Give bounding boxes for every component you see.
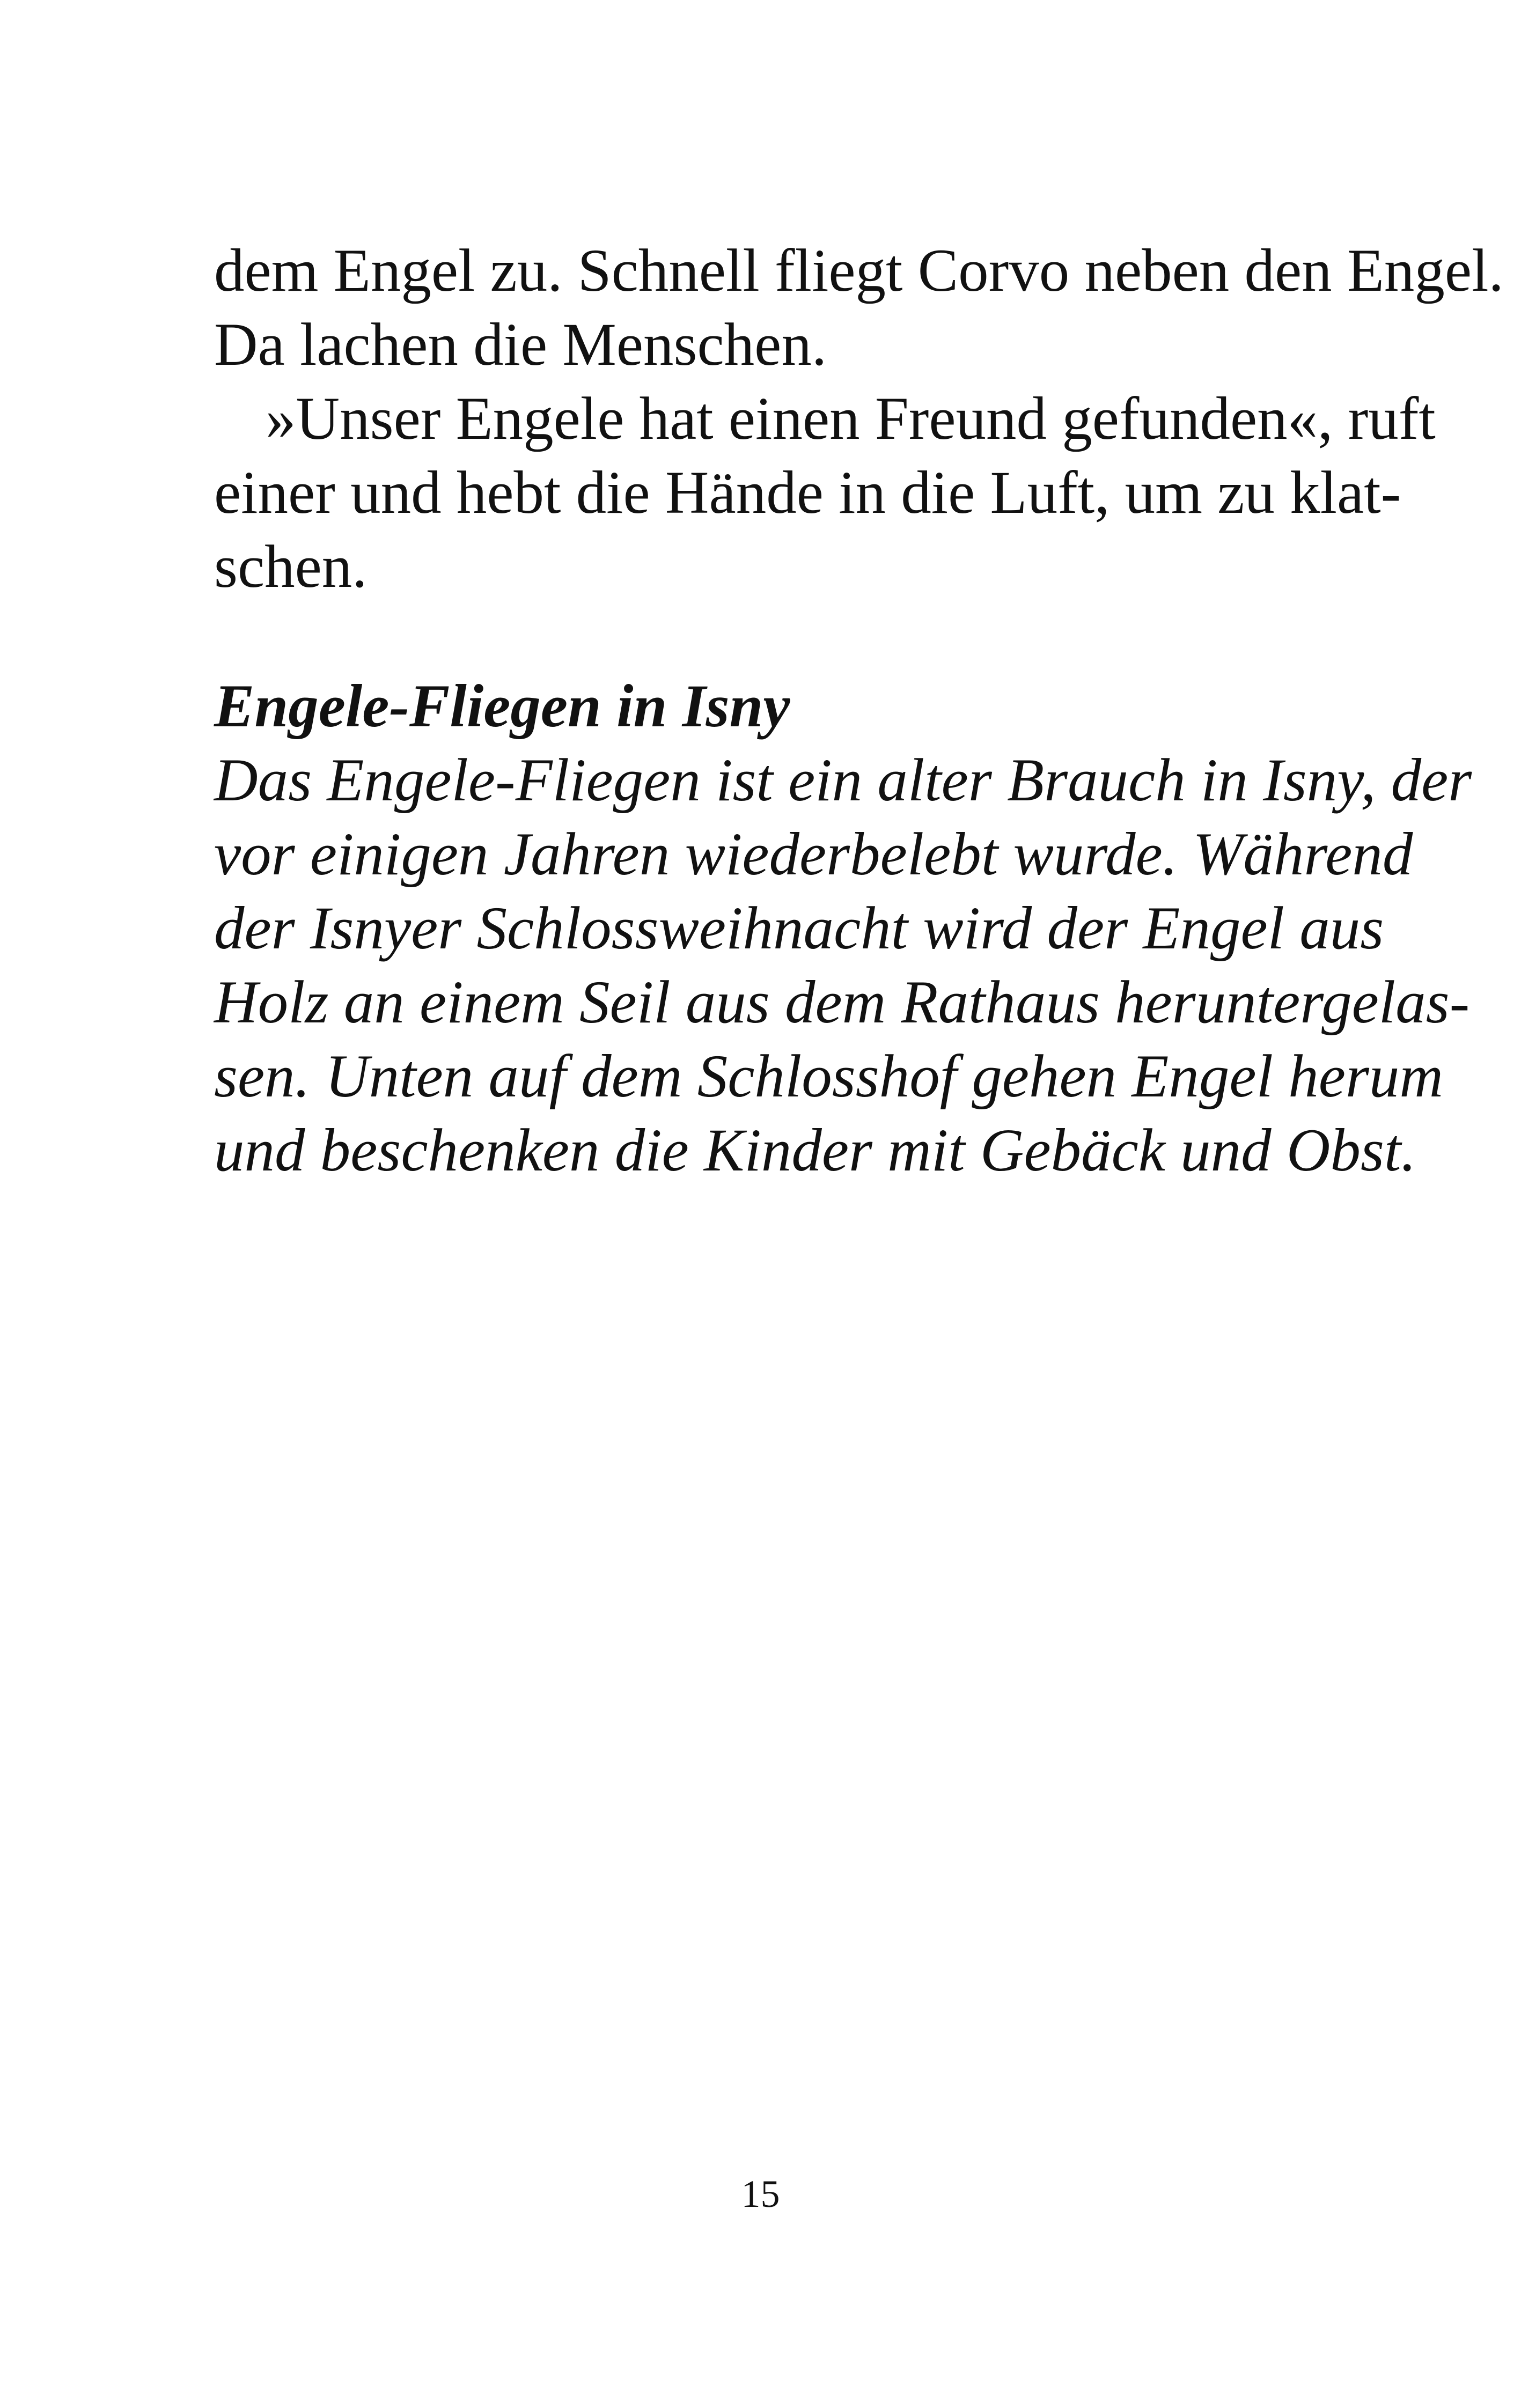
infobox-text xyxy=(214,743,1472,1188)
infobox-line: vor einigen Jahren wiederbelebt wurde. Während xyxy=(214,821,1413,888)
infobox-title: Engele-Fliegen in Isny xyxy=(214,673,790,740)
story-line: dem Engel zu. Schnell fliegt Corvo neben den Engel. xyxy=(214,237,1504,304)
infobox-line: der Isnyer Schlossweihnacht wird der Engel aus xyxy=(214,895,1384,962)
story-line: schen. xyxy=(214,533,368,600)
story-line: einer und hebt die Hände in die Luft, um zu klat- xyxy=(214,459,1401,526)
story-line: Da lachen die Menschen. xyxy=(214,311,827,378)
infobox-line: sen. Unten auf dem Schlosshof gehen Engel herum xyxy=(214,1043,1443,1110)
story-line: »Unser Engele hat einen Freund gefunden«, ruft xyxy=(266,385,1436,452)
infobox-line: und beschenken die Kinder mit Gebäck und Obst. xyxy=(214,1117,1416,1184)
page-number: 15 xyxy=(741,2173,780,2215)
infobox-line: Das Engele-Fliegen ist ein alter Brauch in Isny, der xyxy=(214,747,1472,814)
infobox-line: Holz an einem Seil aus dem Rathaus heruntergelas- xyxy=(214,969,1470,1036)
story-text xyxy=(214,234,1504,604)
